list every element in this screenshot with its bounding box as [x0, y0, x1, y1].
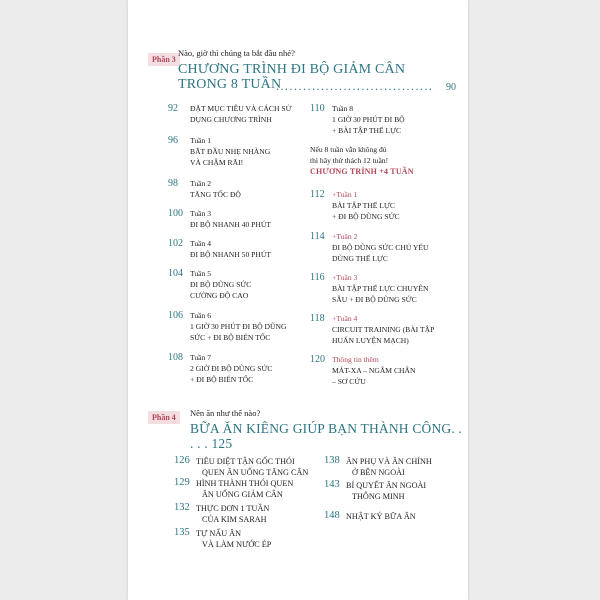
part-3-title-line2: TRONG 8 TUẦN: [178, 77, 282, 92]
part-4-subtitle: Nên ăn như thế nào?: [190, 408, 261, 418]
part-3-subtitle: Nào, giờ thì chúng ta bắt đầu nhé?: [178, 48, 295, 58]
part-3-page-number: 90: [446, 82, 456, 93]
part-4-tag: Phần 4: [148, 411, 180, 424]
plus-4-weeks-heading: CHƯƠNG TRÌNH +4 TUẦN: [310, 167, 414, 176]
part-4-title: BỮA ĂN KIÊNG GIÚP BẠN THÀNH CÔNG. . . . . 125: [190, 421, 463, 451]
book-page: Phần 3 Nào, giờ thì chúng ta bắt đầu nhé? CHƯƠNG TRÌNH ĐI BỘ GIẢM CÂN TRONG 8 TUẦN ................................... 90 92 ĐẶT MỤC TIÊU VÀ CÁCH SỬ DỤNG CHƯƠNG TRÌNH 96 Tuần 1 BẮT ĐẦU NHẸ NHÀNG VÀ CHẬM RÃI! 98 Tuần 2 TĂNG TỐC ĐỘ 100 Tuần 3 ĐI BỘ NHANH 40 PHÚT 102 Tuần 4 ĐI BỘ NHANH 50 PHÚT 104 Tuần 5 ĐI BỘ DŨNG SỨC CƯỜNG ĐỘ CAO 106 Tuần 6 1 GIỜ 30 PHÚT ĐI BỘ DŨNG SỨC + ĐI BỘ BIẾN TỐC 108 Tuần 7 2 GIỜ ĐI BỘ DŨNG SỨC + ĐI BỘ BIẾN TỐC 110 Tuần 8 1 GIỜ 30 PHÚT ĐI BỘ + BÀI TẬP THỂ LỰC Nếu 8 tuần vẫn không đủ thì hãy thử thách 12 tuần! CHƯƠNG TRÌNH +4 TUẦN 112 +Tuần 1 BÀI TẬP THỂ LỰC + ĐI BỘ DŨNG SỨC 114 +Tuần 2 ĐI BỘ DŨNG SỨC CHỦ YẾU DÙNG THỂ LỰC 116 +Tuần 3 BÀI TẬP THỂ LỰC CHUYÊN SÂU + ĐI BỘ DŨNG SỨC 118 +Tuần 4 CIRCUIT TRAINING (BÀI TẬP HUẤN LUYỆN MẠCH) 120 Thông tin thêm MÁT-XA – NGÂM CHÂN – SƠ CỨU Phần 4 Nên ăn như thế nào? BỮA ĂN KIÊNG GIÚP BẠN THÀNH CÔNG. . . . . 125 126 TIÊU DIỆT TẬN GỐC THÓI QUEN ĂN UỐNG TĂNG CÂN 129 HÌNH THÀNH THÓI QUEN ĂN UỐNG GIẢM CÂN 132 THỰC ĐƠN 1 TUẦN CỦA KIM SARAH 135 TỰ NẤU ĂN VÀ LÀM NƯỚC ÉP 138 ĂN PHỤ VÀ ĂN CHÍNH Ở BÊN NGOÀI 143 BÍ QUYẾT ĂN NGOÀI THÔNG MINH 148 NHẬT KÝ BỮA ĂN: [128, 0, 468, 600]
note-line-2: thì hãy thử thách 12 tuần!: [310, 156, 389, 165]
note-line-1: Nếu 8 tuần vẫn không đủ: [310, 145, 387, 154]
part-3-title-line1: CHƯƠNG TRÌNH ĐI BỘ GIẢM CÂN: [178, 62, 406, 77]
leader-dots: ...................................: [276, 79, 434, 93]
part-3-tag: Phần 3: [148, 53, 180, 66]
